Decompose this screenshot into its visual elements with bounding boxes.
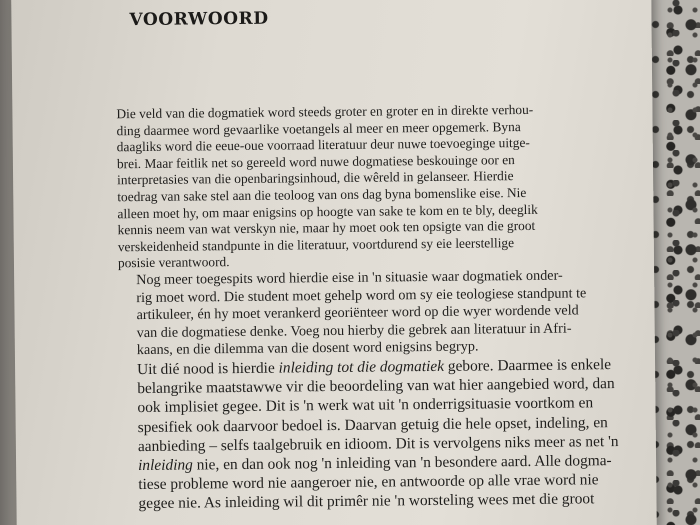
text-line: ding daarmee word gevaarlike voetangels al meer en meer opgemerk. Byna (116, 118, 521, 138)
paragraph-1 (116, 101, 616, 272)
text-line: verskeidenheid standpunte in die literatuur, voortdurend sy eie leerstellige (117, 234, 515, 255)
text-line: daagliks word die eeue-oue voorraad literatuur deur nuwe toevoeginge uitge- (116, 135, 530, 155)
body-text (116, 101, 618, 514)
text-line: kennis neem van wat verskyn nie, maar hy moet ook ten opsigte van die groot (117, 218, 536, 238)
paragraph-2 (118, 267, 617, 360)
book-page (11, 0, 657, 525)
text-line: Die veld van die dogmatiek word steeds groter en groter en in direkte verhou- (116, 101, 534, 122)
text-line: ook implisiet gegee. Dit is 'n werk wat uit 'n onderrigsituasie voortkom en (137, 394, 594, 417)
text-run: Uit dié nood is hierdie (137, 359, 279, 378)
text-line: posisie verantwoord. (117, 254, 230, 271)
text-line: rig moet word. Die student moet gehelp word om sy eie teologiese standpunt te (136, 284, 587, 306)
text-line: toedrag van sake stel aan die teoloog van ons dag byna bomenslike eise. Nie (117, 184, 527, 205)
text-line: alleen moet hy, om maar enigsins op hoogte van sake te kom en te bly, deeglik (117, 201, 538, 221)
text-line: Nog meer toegespits word hierdie eise in 'n situasie waar dogmatiek onder- (136, 267, 563, 289)
text-line: kaans, en die dilemma van die dosent word enigsins begryp. (136, 338, 479, 359)
text-line: interpretasies van die openbaringsinhoud, die wêreld in gelanseer. Hierdie (117, 168, 514, 188)
text-line: artikuleer, én hy moet verankerd georiënteer word op die wyer wordende veld (136, 302, 579, 324)
page-heading: VOORWOORD (129, 8, 269, 31)
book-title-italic: inleiding tot die dogmatiek (278, 357, 445, 377)
text-line: spesifiek ook daarvoor bedoel is. Daarvan getuig die hele opset, indeling, en (137, 413, 608, 436)
text-line: tiese probleme word nie aangeroer nie, en antwoorde op alle vrae word nie (138, 471, 599, 494)
text-run: gebore. Daarmee is enkele (443, 356, 612, 375)
text-line: gegee nie. As inleiding wil dit primêr nie 'n worsteling wees met die groot (138, 490, 595, 513)
paragraph-3 (119, 355, 619, 514)
text-run: nie, en dan ook nog 'n inleiding van 'n besondere aard. Alle dogma- (192, 452, 612, 474)
text-line: brei. Maar feitlik net so gereeld word nuwe dogmatiese beskouinge oor en (116, 151, 515, 172)
text-line: van die dogmatiese denke. Voeg nou hierby die gebrek aan literatuur in Afri- (136, 320, 572, 341)
inleiding-italic: inleiding (138, 456, 193, 474)
text-line: belangrike maatstawwe vir die beoordeling van wat hier aangebied word, dan (137, 375, 615, 398)
text-line: aanbieding – selfs taalgebruik en idioom. Dit is vervolgens niks meer as net 'n (137, 432, 619, 455)
